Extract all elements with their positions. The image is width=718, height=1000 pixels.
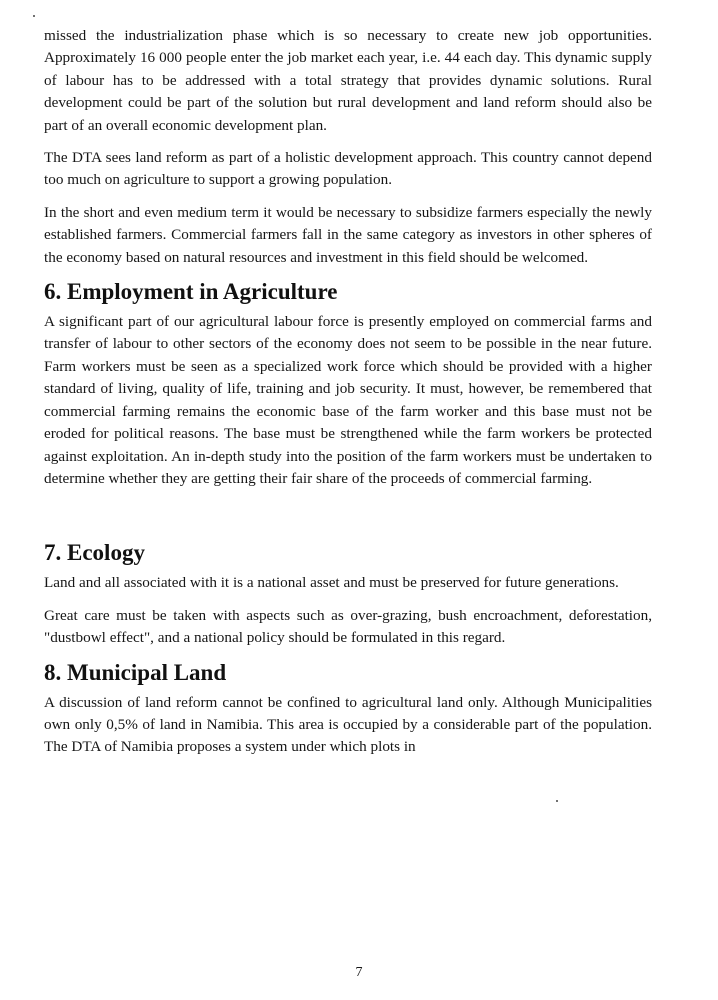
ecology-paragraph-1: Land and all associated with it is a national asset and must be preserved for future generations. xyxy=(44,574,619,592)
intro-paragraph-3: In the short and even medium term it would be necessary to subsidize farmers especially the newly established farmers. Commercial farmers fall in the same category as investors in other spheres of the economy based on natural resources and investment in this field should be welcomed. xyxy=(44,203,652,266)
section-heading-municipal-land: 8. Municipal Land xyxy=(44,659,227,685)
section-spacer xyxy=(44,490,652,530)
ecology-paragraph-2: Great care must be taken with aspects such as over-grazing, bush encroachment, deforestation, "dustbowl effect", and a national policy should be formulated in this regard. xyxy=(44,606,652,647)
intro-paragraph-1: missed the industrialization phase which is so necessary to create new job opportunities. Approximately 16 000 people enter the job market each year, i.e. 44 each day. This dynamic supply of labour has to be addressed with a total strategy that provides dynamic solutions. Rural development could be part of the solution but rural development and land reform should also be part of an overall economic development plan. xyxy=(44,27,652,134)
section-heading-ecology: 7. Ecology xyxy=(44,540,145,566)
employment-paragraph: A significant part of our agricultural labour force is presently employed on commercial farms and transfer of labour to other sectors of the economy does not seem to be possible in the near future. Farm workers must be seen as a specialized work force which should be provided with a higher standard of living, quality of life, training and job security. It must, however, be remembered that commercial farming remains the economic base of the farm worker and this base must not be eroded for political reasons. The base must be strengthened while the farm workers be protected against exploitation. An in-depth study into the position of the farm workers must be undertaken to determine whether they are getting their fair share of the proceeds of commercial farming. xyxy=(44,313,652,487)
intro-paragraph-2: The DTA sees land reform as part of a holistic development approach. This country cannot depend too much on agriculture to support a growing population. xyxy=(44,149,652,189)
document-page xyxy=(44,25,652,759)
page-number: 7 xyxy=(355,965,363,980)
municipal-land-paragraph: A discussion of land reform cannot be confined to agricultural land only. Although Municipalities own only 0,5% of land in Namibia. This area is occupied by a considerable part of the population. The DTA of Namibia proposes a system under which plots in xyxy=(44,693,652,756)
scan-speck xyxy=(556,800,558,802)
scan-speck xyxy=(33,15,35,17)
section-heading-employment: 6. Employment in Agriculture xyxy=(44,279,338,305)
